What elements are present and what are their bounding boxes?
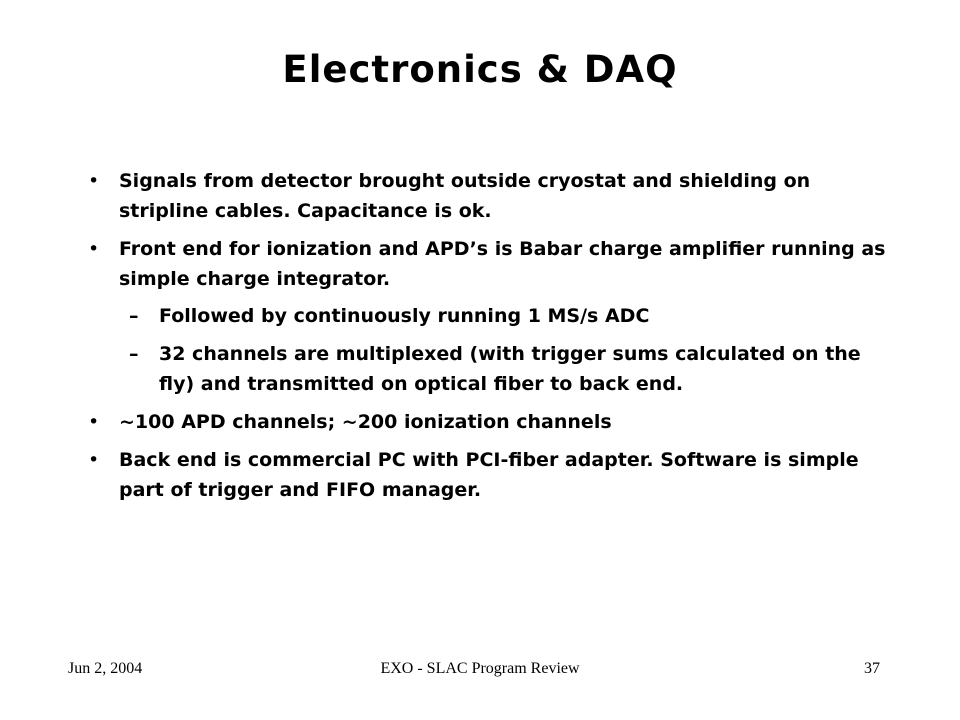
bullet-item [82, 407, 902, 437]
sub-bullet-text: 32 channels are multiplexed (with trigger sums calculated on the fly) and transmitted on optical fiber to back end. [159, 343, 861, 395]
bullet-marker: • [88, 170, 100, 192]
bullet-text: Signals from detector brought outside cryostat and shielding on stripline cables. Capacitance is ok. [119, 170, 811, 222]
sub-bullet-marker: – [129, 305, 139, 327]
sub-bullet-marker: – [129, 343, 139, 365]
bullet-text: Back end is commercial PC with PCI-fiber adapter. Software is simple part of trigger and FIFO manager. [119, 449, 859, 501]
bullet-item [82, 166, 902, 226]
footer-date: Jun 2, 2004 [68, 660, 143, 677]
bullet-marker: • [88, 411, 100, 433]
bullet-marker: • [88, 238, 100, 260]
bullet-item [82, 445, 902, 505]
footer-event-title: EXO - SLAC Program Review [380, 660, 580, 677]
bullet-text: Front end for ionization and APD’s is Babar charge amplifier running as simple charge integrator. [119, 238, 886, 290]
sub-bullet-item [119, 339, 902, 399]
bullet-marker: • [88, 449, 100, 471]
sub-bullet-item [119, 301, 902, 331]
bullet-item [82, 234, 902, 399]
footer-page-number: 37 [864, 660, 880, 677]
bullet-text: ~100 APD channels; ~200 ionization channels [119, 411, 612, 433]
sub-bullet-text: Followed by continuously running 1 MS/s ADC [159, 305, 650, 327]
sub-bullet-list [119, 301, 902, 399]
bullet-list [82, 166, 902, 513]
slide-title: Electronics & DAQ [282, 48, 678, 91]
